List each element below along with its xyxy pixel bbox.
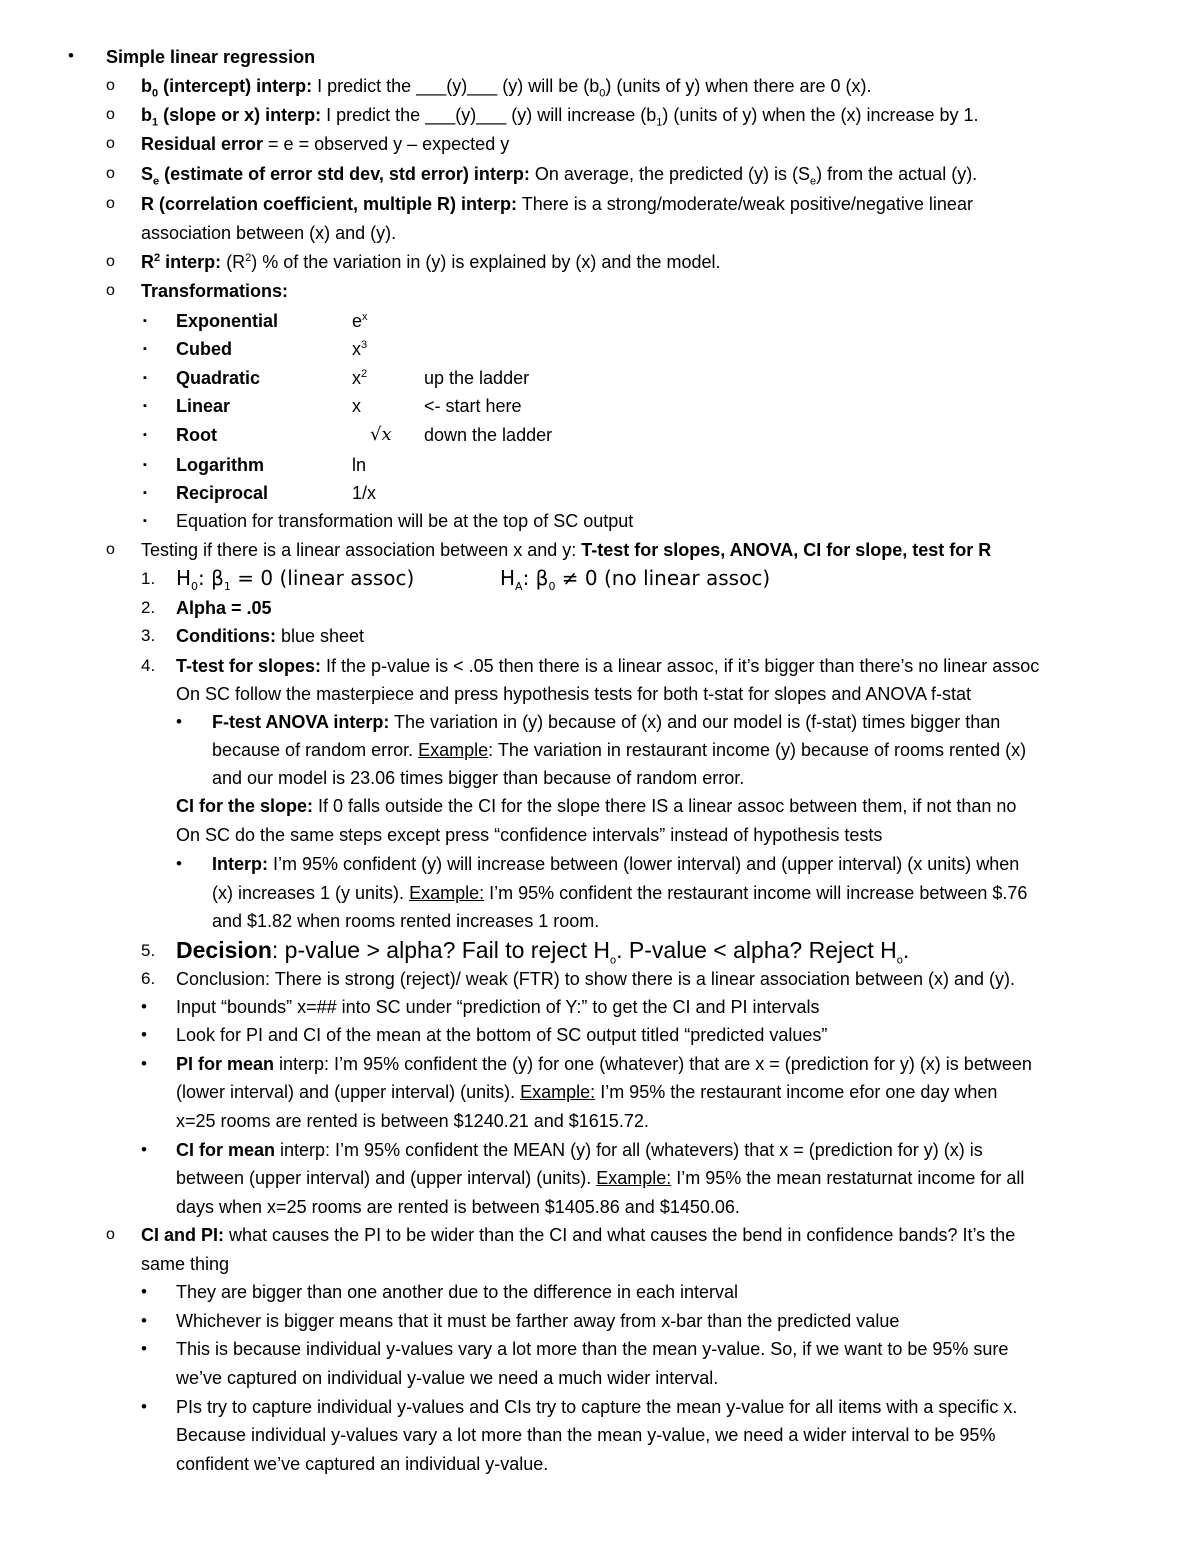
look-for-pi-ci: Look for PI and CI of the mean at the bottom of SC output titled “predicted values” <box>176 1025 828 1045</box>
ci-slope-line: CI for the slope: If 0 falls outside the CI for the slope there IS a linear assoc between them, if not than no <box>176 796 1017 816</box>
conclusion-line: Conclusion: There is strong (reject)/ weak (FTR) to show there is a linear association between (x) and (y). <box>176 969 1016 989</box>
b1-interp: $b_1$ (slope or x) interp: I predict the ___(y)___ (y) will increase $(b_1)$ (units of y) when the (x) increase by 1. <box>141 105 979 129</box>
conditions-line: Conditions: blue sheet <box>176 626 365 646</box>
cipi-point-cont: confident we’ve captured an individual y-value. <box>176 1454 549 1474</box>
hypothesis-null: $H_0$: $\beta_1 = 0$ (linear assoc) <box>176 566 415 593</box>
ci-interp: Interp: I’m 95% confident (y) will increase between (lower interval) and (upper interval) (x units) when <box>212 854 1020 874</box>
transform-name: Cubed <box>176 339 232 359</box>
list-marker: o <box>106 253 115 270</box>
transform-name: Reciprocal <box>176 483 269 503</box>
alpha-line: Alpha = .05 <box>176 598 272 618</box>
input-bounds: Input “bounds” x=## into SC under “prediction of Y:” to get the CI and PI intervals <box>176 997 820 1017</box>
square-bullet: ▪ <box>143 372 147 384</box>
transform-name: Root <box>176 425 217 445</box>
step-number: 4. <box>141 656 156 675</box>
r-interp: R (correlation coefficient, multiple R) interp: There is a strong/moderate/weak positive/negative linear <box>141 194 973 214</box>
se-interp: $S_e$ (estimate of error std dev, std error) interp: On average, the predicted (y) is $(S_e)$ from the actual (y). <box>141 164 978 188</box>
square-bullet: ▪ <box>143 515 147 527</box>
ftest-interp-cont: because of random error. Example: The variation in restaurant income (y) because of rooms rented (x) <box>212 740 1027 760</box>
sc-instruction: On SC follow the masterpiece and press hypothesis tests for both t-stat for slopes and ANOVA f-stat <box>176 684 972 704</box>
r2-interp: $R^2$ interp: $(R^2)$ % of the variation in (y) is explained by (x) and the model. <box>141 252 721 272</box>
decision-line: Decision: p-value > alpha? Fail to reject $H_o$. P-value < alpha? Reject $H_o$. <box>176 937 910 967</box>
bullet-marker: • <box>141 1311 147 1330</box>
pi-mean-interp: PI for mean interp: I’m 95% confident the (y) for one (whatever) that are x = (prediction for y) (x) is between <box>176 1054 1032 1074</box>
ci-sc-instruction: On SC do the same steps except press “confidence intervals” instead of hypothesis tests <box>176 825 883 845</box>
bullet-marker: • <box>176 712 182 731</box>
square-bullet: ▪ <box>143 459 147 471</box>
square-bullet: ▪ <box>143 343 147 355</box>
transform-formula: x <box>352 396 361 416</box>
cipi-point: This is because individual y-values vary a lot more than the mean y-value. So, if we want to be 95% sure <box>176 1339 1009 1359</box>
square-bullet: ▪ <box>143 487 147 499</box>
square-bullet: ▪ <box>143 400 147 412</box>
step-number: 3. <box>141 626 156 645</box>
bullet-marker: • <box>141 997 147 1016</box>
bullet-marker: • <box>141 1140 147 1159</box>
square-bullet: ▪ <box>143 429 147 441</box>
transformations-heading: Transformations: <box>141 281 289 301</box>
square-bullet: ▪ <box>143 315 147 327</box>
step-number: 5. <box>141 941 156 960</box>
transform-name: Quadratic <box>176 368 261 388</box>
transform-name: Linear <box>176 396 231 416</box>
bullet-marker: • <box>141 1282 147 1301</box>
pi-mean-interp-cont: x=25 rooms are rented is between $1240.21 and $1615.72. <box>176 1111 649 1131</box>
pi-mean-interp-cont: (lower interval) and (upper interval) (units). Example: I’m 95% the restaurant income efor one day when <box>176 1082 998 1102</box>
list-marker: o <box>106 106 115 123</box>
cipi-point-cont: we’ve captured on individual y-value we need a much wider interval. <box>176 1368 719 1388</box>
ci-mean-interp-cont: between (upper interval) and (upper interval) (units). Example: I’m 95% the mean restaturnat income for all <box>176 1168 1025 1188</box>
page-title: Simple linear regression <box>106 47 316 67</box>
step-number: 1. <box>141 569 156 588</box>
ci-pi-question-cont: same thing <box>141 1254 230 1274</box>
transform-name: Exponential <box>176 311 279 331</box>
cipi-point: Whichever is bigger means that it must be farther away from x-bar than the predicted value <box>176 1311 900 1331</box>
testing-line: Testing if there is a linear association between x and y: T-test for slopes, ANOVA, CI for slope, test for R <box>141 540 992 560</box>
list-marker: o <box>106 541 115 558</box>
ci-interp-cont: and $1.82 when rooms rented increases 1 room. <box>212 911 600 931</box>
step-number: 6. <box>141 969 156 988</box>
step-number: 2. <box>141 598 156 617</box>
ci-mean-interp-cont: days when x=25 rooms are rented is between $1405.86 and $1450.06. <box>176 1197 740 1217</box>
transform-note: down the ladder <box>424 425 553 445</box>
list-marker: o <box>106 282 115 299</box>
list-marker: o <box>106 135 115 152</box>
transform-name: Logarithm <box>176 455 264 475</box>
transform-note: <- start here <box>424 396 522 416</box>
transform-formula: √x <box>370 424 392 445</box>
cipi-point: PIs try to capture individual y-values and CIs try to capture the mean y-value for all items with a specific x. <box>176 1397 1018 1417</box>
ftest-interp-cont: and our model is 23.06 times bigger than because of random error. <box>212 768 745 788</box>
transform-formula: 1/x <box>352 483 377 503</box>
transform-formula: $x^2$ <box>352 368 368 388</box>
list-marker: o <box>106 1226 115 1243</box>
r-interp-cont: association between (x) and (y). <box>141 223 397 243</box>
cipi-point: They are bigger than one another due to the difference in each interval <box>176 1282 739 1302</box>
transform-formula: $e^x$ <box>352 311 368 331</box>
ci-pi-question: CI and PI: what causes the PI to be wider than the CI and what causes the bend in confidence bands? It’s the <box>141 1225 1016 1245</box>
ftest-interp: F-test ANOVA interp: The variation in (y) because of (x) and our model is (f-stat) times bigger than <box>212 712 1001 732</box>
ci-mean-interp: CI for mean interp: I’m 95% confident the MEAN (y) for all (whatevers) that x = (prediction for y) (x) is <box>176 1140 983 1160</box>
bullet-marker: • <box>141 1339 147 1358</box>
bullet-marker: • <box>141 1025 147 1044</box>
transform-note: up the ladder <box>424 368 530 388</box>
list-marker: o <box>106 195 115 212</box>
bullet-marker: • <box>176 854 182 873</box>
b0-interp: $b_0$ (intercept) interp: I predict the ___(y)___ (y) will be $(b_0)$ (units of y) when there are 0 (x). <box>141 76 872 100</box>
bullet-marker: • <box>141 1054 147 1073</box>
cipi-point-cont: Because individual y-values vary a lot more than the mean y-value, we need a wider interval to be 95% <box>176 1425 996 1445</box>
transform-formula: ln <box>352 455 367 475</box>
list-marker: o <box>106 77 115 94</box>
residual-error: Residual error = e = observed y – expected y <box>141 134 510 154</box>
ci-interp-cont: (x) increases 1 (y units). Example: I’m 95% confident the restaurant income will increase between $.76 <box>212 883 1028 903</box>
hypothesis-alt: $H_A$: $\beta_0 \ne 0$ (no linear assoc) <box>500 566 771 593</box>
transform-equation-note: Equation for transformation will be at the top of SC output <box>176 511 634 531</box>
bullet-marker: • <box>68 46 74 65</box>
transform-formula: $x^3$ <box>352 339 368 359</box>
list-marker: o <box>106 165 115 182</box>
bullet-marker: • <box>141 1397 147 1416</box>
ttest-line: T-test for slopes: If the p-value is < .05 then there is a linear assoc, if it’s bigger than there’s no linear assoc <box>176 656 1040 676</box>
